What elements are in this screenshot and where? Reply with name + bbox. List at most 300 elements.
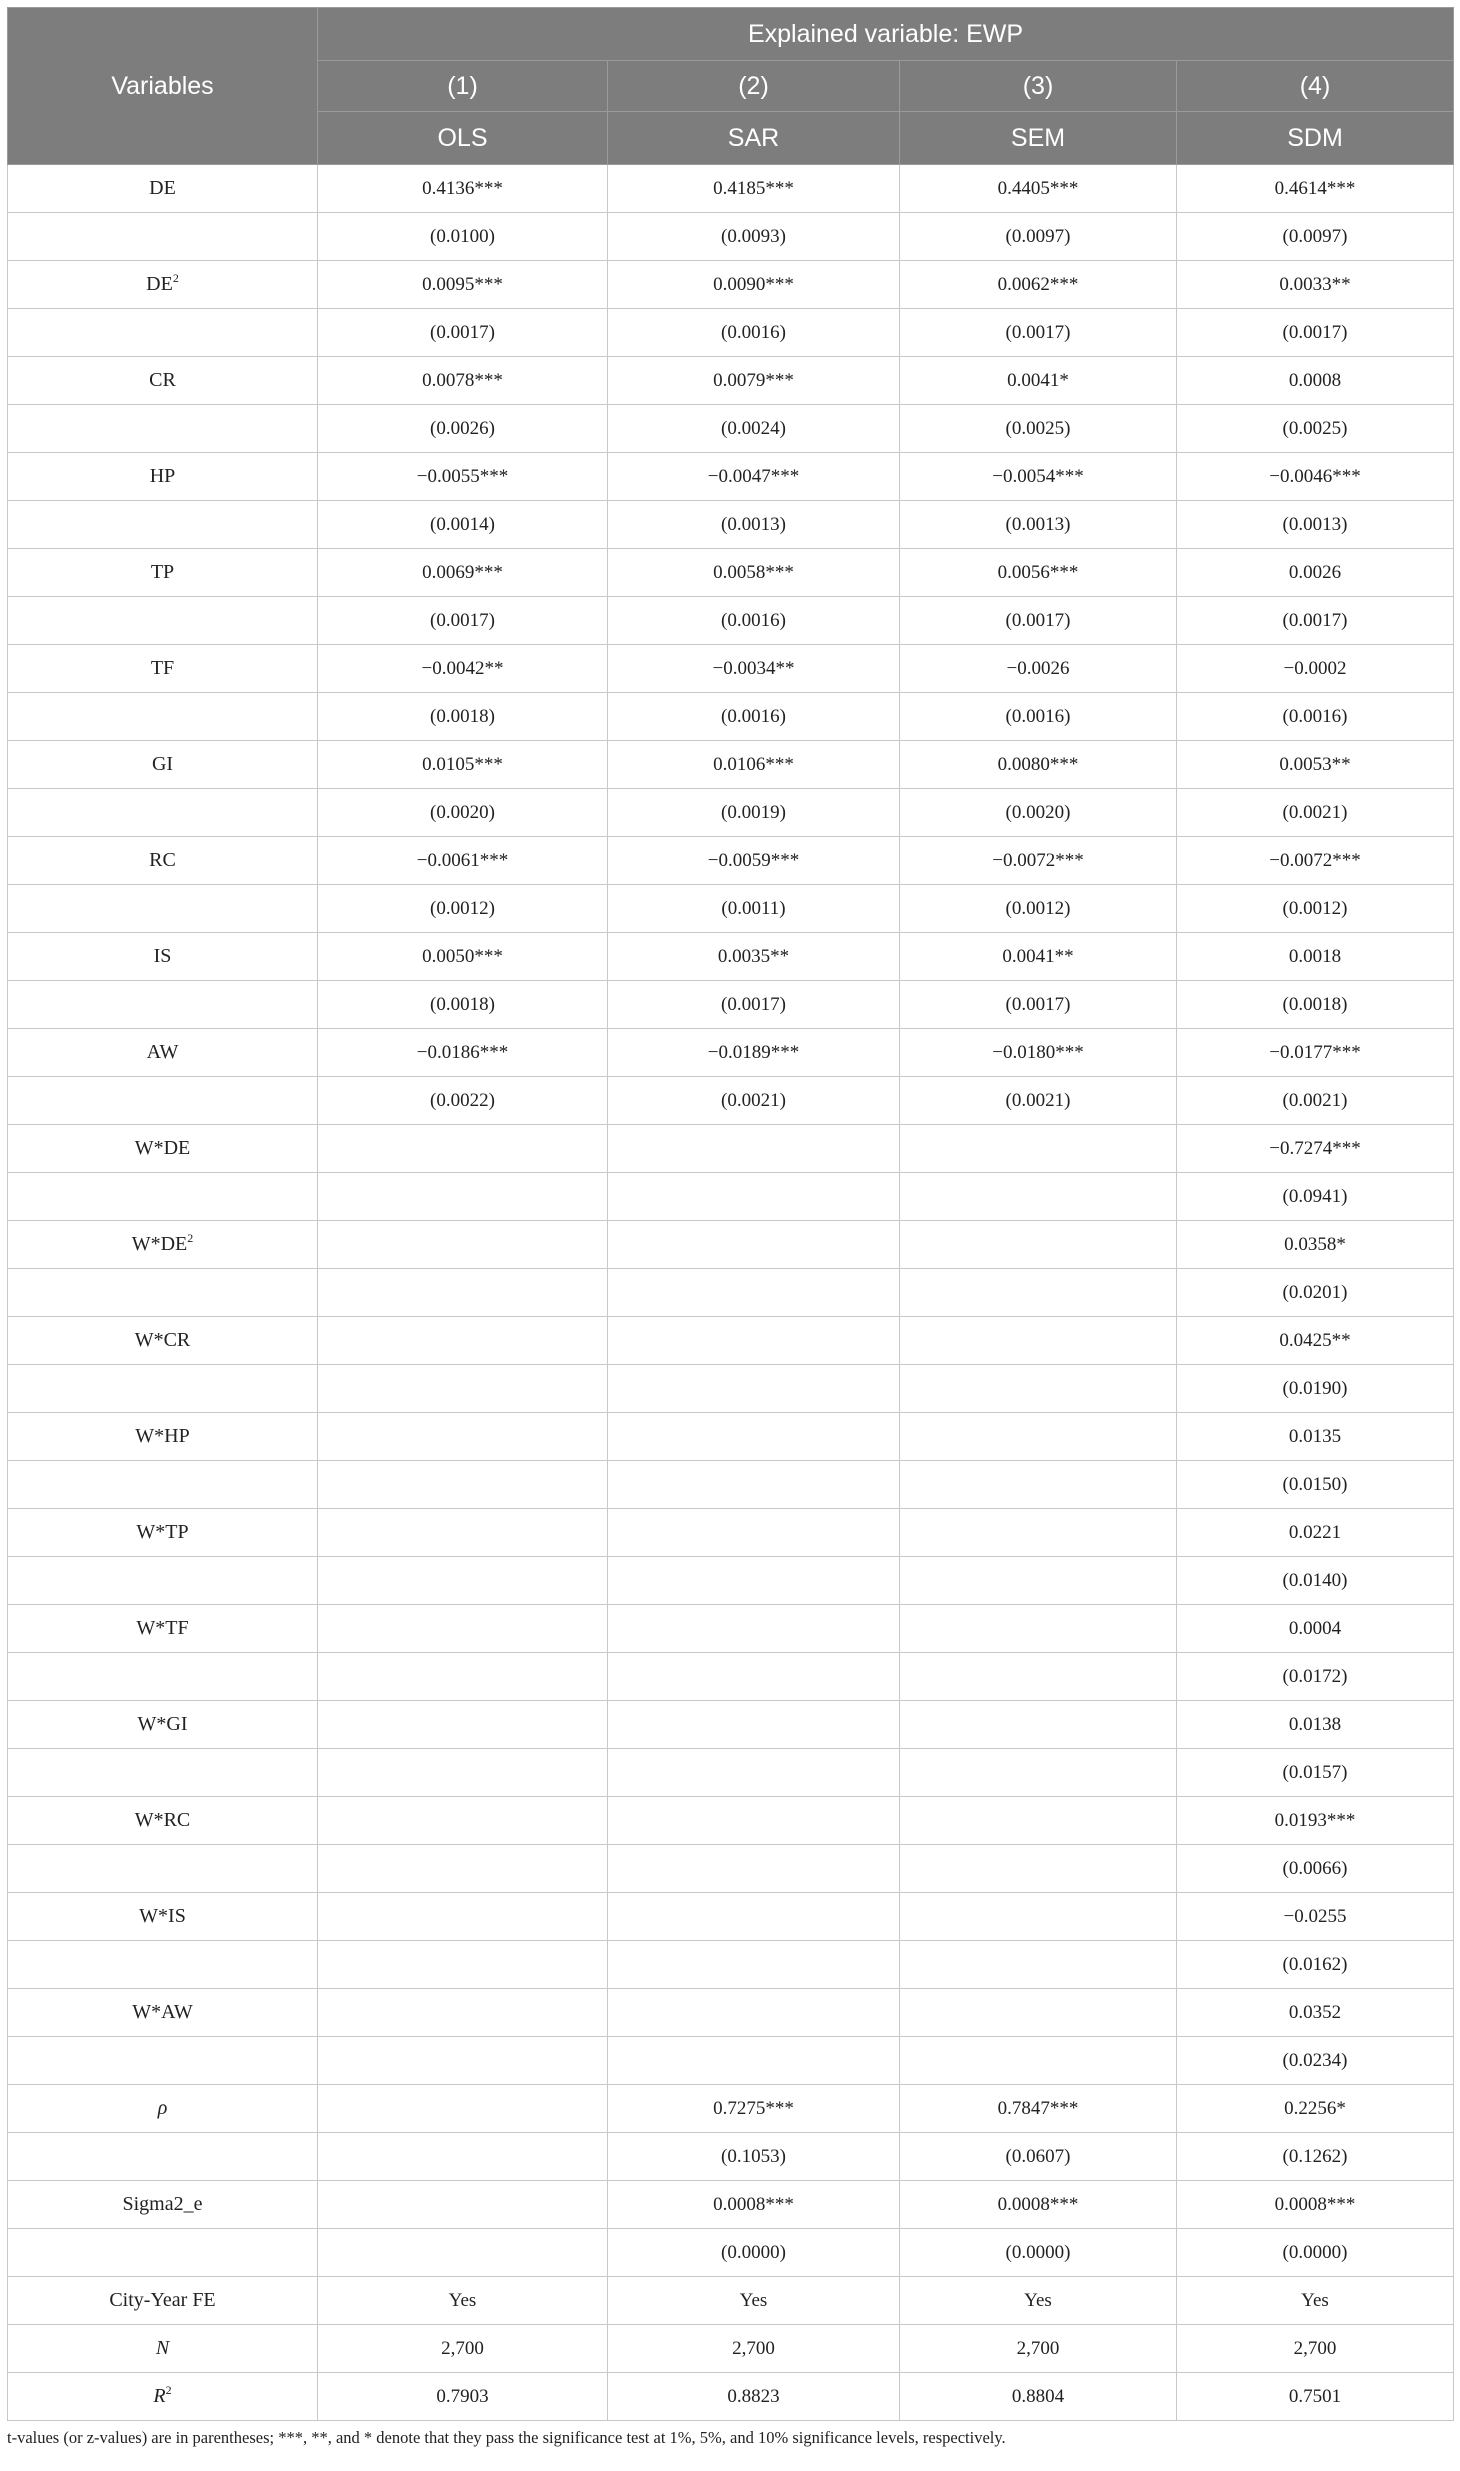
value-cell: 0.0056*** bbox=[900, 549, 1177, 597]
value-cell: (0.0941) bbox=[1177, 1173, 1454, 1221]
value-cell: −0.0072*** bbox=[1177, 837, 1454, 885]
table-row bbox=[8, 309, 1454, 357]
value-cell bbox=[318, 1317, 608, 1365]
table-row bbox=[8, 645, 1454, 693]
value-cell: Yes bbox=[900, 2277, 1177, 2325]
value-cell bbox=[900, 1509, 1177, 1557]
value-cell bbox=[608, 1269, 900, 1317]
column-number-header: (3) bbox=[900, 61, 1177, 112]
value-cell bbox=[900, 1605, 1177, 1653]
value-cell: 0.0080*** bbox=[900, 741, 1177, 789]
value-cell: 0.0425** bbox=[1177, 1317, 1454, 1365]
value-cell: 0.0008*** bbox=[608, 2181, 900, 2229]
variable-label-text: W*DE bbox=[131, 1233, 188, 1255]
variable-label-superscript: 2 bbox=[172, 271, 179, 285]
table-row bbox=[8, 1605, 1454, 1653]
variable-label bbox=[8, 1893, 318, 1941]
variable-label bbox=[8, 1221, 318, 1269]
variable-label bbox=[8, 2181, 318, 2229]
variable-label bbox=[8, 1029, 318, 1077]
value-cell: (0.0017) bbox=[318, 309, 608, 357]
regression-results-table bbox=[7, 7, 1454, 2421]
column-number-header: (1) bbox=[318, 61, 608, 112]
value-cell: 0.0352 bbox=[1177, 1989, 1454, 2037]
value-cell bbox=[318, 1941, 608, 1989]
table-row bbox=[8, 357, 1454, 405]
table-row bbox=[8, 1749, 1454, 1797]
table-row bbox=[8, 981, 1454, 1029]
value-cell: −0.0180*** bbox=[900, 1029, 1177, 1077]
value-cell: −0.0072*** bbox=[900, 837, 1177, 885]
value-cell bbox=[900, 1125, 1177, 1173]
value-cell: (0.0017) bbox=[900, 597, 1177, 645]
value-cell bbox=[900, 1413, 1177, 1461]
variable-label-text: RC bbox=[149, 849, 176, 871]
table-row bbox=[8, 1509, 1454, 1557]
value-cell bbox=[608, 1509, 900, 1557]
value-cell: (0.0013) bbox=[608, 501, 900, 549]
value-cell bbox=[608, 1413, 900, 1461]
table-row bbox=[8, 1461, 1454, 1509]
value-cell bbox=[318, 1845, 608, 1893]
value-cell: (0.0012) bbox=[900, 885, 1177, 933]
table-row bbox=[8, 213, 1454, 261]
variable-label-text: ρ bbox=[157, 2097, 168, 2119]
table-row bbox=[8, 405, 1454, 453]
value-cell bbox=[900, 1989, 1177, 2037]
value-cell: −0.0177*** bbox=[1177, 1029, 1454, 1077]
variable-label bbox=[8, 2325, 318, 2373]
value-cell: (0.0016) bbox=[900, 693, 1177, 741]
value-cell: 0.0078*** bbox=[318, 357, 608, 405]
table-row bbox=[8, 597, 1454, 645]
table-header bbox=[8, 8, 1454, 165]
variable-label bbox=[8, 1653, 318, 1701]
value-cell: (0.0016) bbox=[1177, 693, 1454, 741]
value-cell: (0.1053) bbox=[608, 2133, 900, 2181]
value-cell: −0.0255 bbox=[1177, 1893, 1454, 1941]
variable-label bbox=[8, 549, 318, 597]
value-cell: (0.0019) bbox=[608, 789, 900, 837]
variable-label bbox=[8, 1365, 318, 1413]
value-cell: 2,700 bbox=[900, 2325, 1177, 2373]
value-cell: 0.0193*** bbox=[1177, 1797, 1454, 1845]
value-cell: 0.0041* bbox=[900, 357, 1177, 405]
value-cell bbox=[318, 1653, 608, 1701]
value-cell: (0.0097) bbox=[900, 213, 1177, 261]
table-row bbox=[8, 165, 1454, 213]
variable-label bbox=[8, 213, 318, 261]
table-row bbox=[8, 1893, 1454, 1941]
column-number-header: (4) bbox=[1177, 61, 1454, 112]
value-cell bbox=[318, 1269, 608, 1317]
variable-label-text: W*HP bbox=[135, 1425, 190, 1447]
variable-label bbox=[8, 1557, 318, 1605]
value-cell bbox=[318, 1461, 608, 1509]
table-row bbox=[8, 885, 1454, 933]
value-cell: (0.0024) bbox=[608, 405, 900, 453]
value-cell bbox=[608, 1173, 900, 1221]
value-cell: 0.7275*** bbox=[608, 2085, 900, 2133]
value-cell bbox=[608, 1749, 900, 1797]
value-cell: 0.0221 bbox=[1177, 1509, 1454, 1557]
variable-label bbox=[8, 597, 318, 645]
value-cell bbox=[318, 1893, 608, 1941]
table-row bbox=[8, 2133, 1454, 2181]
value-cell bbox=[900, 1941, 1177, 1989]
value-cell bbox=[318, 1797, 608, 1845]
value-cell: (0.0093) bbox=[608, 213, 900, 261]
value-cell: (0.0025) bbox=[900, 405, 1177, 453]
table-row bbox=[8, 1653, 1454, 1701]
variable-label bbox=[8, 1941, 318, 1989]
value-cell: 0.8823 bbox=[608, 2373, 900, 2421]
value-cell bbox=[900, 2037, 1177, 2085]
value-cell: (0.0016) bbox=[608, 309, 900, 357]
value-cell: (0.1262) bbox=[1177, 2133, 1454, 2181]
value-cell: −0.0061*** bbox=[318, 837, 608, 885]
value-cell: (0.0162) bbox=[1177, 1941, 1454, 1989]
column-number-header: (2) bbox=[608, 61, 900, 112]
value-cell: (0.0607) bbox=[900, 2133, 1177, 2181]
variable-label bbox=[8, 1125, 318, 1173]
variable-label-text: W*DE bbox=[134, 1137, 191, 1159]
value-cell bbox=[900, 1749, 1177, 1797]
value-cell: −0.0042** bbox=[318, 645, 608, 693]
value-cell: (0.0017) bbox=[900, 981, 1177, 1029]
value-cell: (0.0013) bbox=[900, 501, 1177, 549]
value-cell bbox=[900, 1557, 1177, 1605]
value-cell bbox=[608, 1461, 900, 1509]
value-cell: 0.7501 bbox=[1177, 2373, 1454, 2421]
value-cell: (0.0020) bbox=[900, 789, 1177, 837]
value-cell bbox=[608, 1989, 900, 2037]
value-cell bbox=[608, 1845, 900, 1893]
table-row bbox=[8, 1221, 1454, 1269]
variable-label-text: CR bbox=[149, 369, 176, 391]
value-cell: 0.0033** bbox=[1177, 261, 1454, 309]
value-cell bbox=[318, 1173, 608, 1221]
table-row bbox=[8, 1941, 1454, 1989]
variable-label-superscript: 2 bbox=[165, 2383, 172, 2397]
value-cell: (0.0172) bbox=[1177, 1653, 1454, 1701]
table-row bbox=[8, 789, 1454, 837]
table-row bbox=[8, 741, 1454, 789]
value-cell: 0.0026 bbox=[1177, 549, 1454, 597]
value-cell: 0.0004 bbox=[1177, 1605, 1454, 1653]
variable-label bbox=[8, 981, 318, 1029]
variable-label bbox=[8, 1605, 318, 1653]
value-cell: (0.0012) bbox=[318, 885, 608, 933]
variable-label bbox=[8, 1317, 318, 1365]
variable-label bbox=[8, 1413, 318, 1461]
value-cell: (0.0012) bbox=[1177, 885, 1454, 933]
value-cell: 0.0095*** bbox=[318, 261, 608, 309]
value-cell: (0.0097) bbox=[1177, 213, 1454, 261]
value-cell bbox=[318, 1701, 608, 1749]
value-cell bbox=[608, 1365, 900, 1413]
value-cell: 0.0079*** bbox=[608, 357, 900, 405]
value-cell: 0.8804 bbox=[900, 2373, 1177, 2421]
value-cell: (0.0021) bbox=[1177, 1077, 1454, 1125]
value-cell: (0.0100) bbox=[318, 213, 608, 261]
variable-label bbox=[8, 1701, 318, 1749]
variable-label bbox=[8, 2133, 318, 2181]
value-cell: 0.0105*** bbox=[318, 741, 608, 789]
value-cell: 2,700 bbox=[318, 2325, 608, 2373]
model-name-header: SAR bbox=[608, 112, 900, 165]
variable-label bbox=[8, 309, 318, 357]
variable-label bbox=[8, 1509, 318, 1557]
table-row bbox=[8, 1269, 1454, 1317]
value-cell: 0.0069*** bbox=[318, 549, 608, 597]
value-cell bbox=[318, 1221, 608, 1269]
value-cell bbox=[608, 1653, 900, 1701]
table-row bbox=[8, 2277, 1454, 2325]
variable-label-text: W*IS bbox=[139, 1905, 186, 1927]
table-row bbox=[8, 2373, 1454, 2421]
value-cell bbox=[608, 1797, 900, 1845]
value-cell bbox=[608, 1941, 900, 1989]
table-row bbox=[8, 693, 1454, 741]
value-cell bbox=[608, 1557, 900, 1605]
variable-label bbox=[8, 261, 318, 309]
value-cell bbox=[318, 1509, 608, 1557]
table-row bbox=[8, 261, 1454, 309]
value-cell: (0.0017) bbox=[608, 981, 900, 1029]
value-cell: (0.0021) bbox=[1177, 789, 1454, 837]
value-cell bbox=[900, 1701, 1177, 1749]
value-cell bbox=[318, 2085, 608, 2133]
value-cell: 0.0358* bbox=[1177, 1221, 1454, 1269]
value-cell bbox=[608, 1605, 900, 1653]
value-cell: −0.0186*** bbox=[318, 1029, 608, 1077]
table-row bbox=[8, 2085, 1454, 2133]
value-cell bbox=[608, 1317, 900, 1365]
value-cell: −0.0059*** bbox=[608, 837, 900, 885]
value-cell: (0.0000) bbox=[900, 2229, 1177, 2277]
value-cell: 0.4185*** bbox=[608, 165, 900, 213]
value-cell bbox=[318, 2037, 608, 2085]
variable-label-text: GI bbox=[151, 753, 174, 775]
value-cell: (0.0017) bbox=[318, 597, 608, 645]
variable-label-text: R bbox=[153, 2385, 166, 2407]
value-cell: (0.0021) bbox=[608, 1077, 900, 1125]
table-row bbox=[8, 1077, 1454, 1125]
variable-label-text: W*RC bbox=[134, 1809, 191, 1831]
value-cell bbox=[608, 1221, 900, 1269]
value-cell: (0.0157) bbox=[1177, 1749, 1454, 1797]
variable-label bbox=[8, 885, 318, 933]
value-cell bbox=[900, 1653, 1177, 1701]
table-row bbox=[8, 1413, 1454, 1461]
value-cell: 0.4614*** bbox=[1177, 165, 1454, 213]
value-cell bbox=[318, 1557, 608, 1605]
table-row bbox=[8, 933, 1454, 981]
value-cell: 0.0035** bbox=[608, 933, 900, 981]
value-cell: (0.0066) bbox=[1177, 1845, 1454, 1893]
value-cell: 0.0008*** bbox=[1177, 2181, 1454, 2229]
variable-label bbox=[8, 2085, 318, 2133]
value-cell bbox=[318, 2133, 608, 2181]
value-cell bbox=[318, 1365, 608, 1413]
value-cell: (0.0234) bbox=[1177, 2037, 1454, 2085]
value-cell: (0.0000) bbox=[608, 2229, 900, 2277]
value-cell bbox=[900, 1269, 1177, 1317]
variable-label-text: W*TP bbox=[136, 1521, 189, 1543]
model-name-header: SDM bbox=[1177, 112, 1454, 165]
value-cell bbox=[318, 1989, 608, 2037]
value-cell: −0.0189*** bbox=[608, 1029, 900, 1077]
value-cell: −0.0034** bbox=[608, 645, 900, 693]
value-cell: 0.0062*** bbox=[900, 261, 1177, 309]
value-cell: 0.0050*** bbox=[318, 933, 608, 981]
table-row bbox=[8, 1125, 1454, 1173]
value-cell: Yes bbox=[608, 2277, 900, 2325]
variable-label-text: W*TF bbox=[136, 1617, 189, 1639]
value-cell: (0.0011) bbox=[608, 885, 900, 933]
value-cell: (0.0013) bbox=[1177, 501, 1454, 549]
value-cell bbox=[900, 1797, 1177, 1845]
value-cell: 0.0018 bbox=[1177, 933, 1454, 981]
variable-label bbox=[8, 1173, 318, 1221]
variable-label-text: DE bbox=[146, 273, 173, 295]
value-cell: (0.0022) bbox=[318, 1077, 608, 1125]
value-cell: (0.0014) bbox=[318, 501, 608, 549]
value-cell bbox=[318, 2181, 608, 2229]
value-cell bbox=[900, 1221, 1177, 1269]
variable-label bbox=[8, 1845, 318, 1893]
value-cell: (0.0018) bbox=[1177, 981, 1454, 1029]
value-cell: 0.0106*** bbox=[608, 741, 900, 789]
value-cell: (0.0017) bbox=[900, 309, 1177, 357]
table-row bbox=[8, 501, 1454, 549]
regression-table-container bbox=[7, 7, 1453, 2421]
value-cell bbox=[900, 1845, 1177, 1893]
value-cell: 0.0135 bbox=[1177, 1413, 1454, 1461]
value-cell: 0.7903 bbox=[318, 2373, 608, 2421]
table-row bbox=[8, 1317, 1454, 1365]
value-cell: 0.4405*** bbox=[900, 165, 1177, 213]
value-cell: (0.0017) bbox=[1177, 309, 1454, 357]
table-row bbox=[8, 1701, 1454, 1749]
table-footnote: t-values (or z-values) are in parentheses; ***, **, and * denote that they pass the significance test at 1%, 5%, and 10% significance levels, respectively. bbox=[7, 2428, 1006, 2447]
value-cell bbox=[900, 1893, 1177, 1941]
value-cell: (0.0018) bbox=[318, 981, 608, 1029]
table-body bbox=[8, 165, 1454, 2421]
model-name-header: SEM bbox=[900, 112, 1177, 165]
variable-label-text: W*AW bbox=[132, 2001, 193, 2023]
value-cell bbox=[608, 1125, 900, 1173]
value-cell: 0.4136*** bbox=[318, 165, 608, 213]
variable-label-text: DE bbox=[149, 177, 176, 199]
value-cell: 0.0090*** bbox=[608, 261, 900, 309]
value-cell: 0.2256* bbox=[1177, 2085, 1454, 2133]
value-cell: (0.0201) bbox=[1177, 1269, 1454, 1317]
value-cell: (0.0021) bbox=[900, 1077, 1177, 1125]
value-cell: (0.0025) bbox=[1177, 405, 1454, 453]
variable-label-text: N bbox=[155, 2337, 170, 2359]
value-cell: −0.0054*** bbox=[900, 453, 1177, 501]
variable-label bbox=[8, 357, 318, 405]
table-row bbox=[8, 1029, 1454, 1077]
model-name-header: OLS bbox=[318, 112, 608, 165]
value-cell: 0.0138 bbox=[1177, 1701, 1454, 1749]
value-cell: 0.7847*** bbox=[900, 2085, 1177, 2133]
value-cell: (0.0140) bbox=[1177, 1557, 1454, 1605]
value-cell: (0.0020) bbox=[318, 789, 608, 837]
variable-label-text: Sigma2_e bbox=[122, 2193, 203, 2215]
variable-label bbox=[8, 2373, 318, 2421]
table-row bbox=[8, 2181, 1454, 2229]
value-cell bbox=[318, 1749, 608, 1797]
value-cell: −0.0047*** bbox=[608, 453, 900, 501]
value-cell bbox=[900, 1317, 1177, 1365]
variable-label-text: City-Year FE bbox=[109, 2289, 216, 2311]
variable-label bbox=[8, 1269, 318, 1317]
variable-label bbox=[8, 1797, 318, 1845]
variable-label-text: TF bbox=[150, 657, 175, 679]
variable-label bbox=[8, 405, 318, 453]
value-cell: (0.0016) bbox=[608, 597, 900, 645]
table-row bbox=[8, 2325, 1454, 2373]
value-cell: 0.0041** bbox=[900, 933, 1177, 981]
variable-label bbox=[8, 1749, 318, 1797]
value-cell: (0.0000) bbox=[1177, 2229, 1454, 2277]
variable-label bbox=[8, 165, 318, 213]
variable-label-text: IS bbox=[153, 945, 172, 967]
value-cell: −0.0026 bbox=[900, 645, 1177, 693]
value-cell: Yes bbox=[318, 2277, 608, 2325]
value-cell: 2,700 bbox=[1177, 2325, 1454, 2373]
variable-label-text: W*CR bbox=[134, 1329, 191, 1351]
value-cell: −0.7274*** bbox=[1177, 1125, 1454, 1173]
value-cell bbox=[608, 2037, 900, 2085]
value-cell: (0.0016) bbox=[608, 693, 900, 741]
variable-label bbox=[8, 453, 318, 501]
value-cell bbox=[318, 1413, 608, 1461]
value-cell: 2,700 bbox=[608, 2325, 900, 2373]
variable-label-text: AW bbox=[146, 1041, 179, 1063]
variable-label bbox=[8, 693, 318, 741]
value-cell bbox=[318, 1605, 608, 1653]
value-cell: (0.0018) bbox=[318, 693, 608, 741]
table-row bbox=[8, 549, 1454, 597]
variable-label bbox=[8, 645, 318, 693]
value-cell: −0.0002 bbox=[1177, 645, 1454, 693]
table-row bbox=[8, 1797, 1454, 1845]
value-cell bbox=[900, 1461, 1177, 1509]
variable-label bbox=[8, 1989, 318, 2037]
variable-label-superscript: 2 bbox=[187, 1231, 194, 1245]
table-row bbox=[8, 1557, 1454, 1605]
value-cell bbox=[900, 1173, 1177, 1221]
table-row bbox=[8, 2229, 1454, 2277]
variable-label bbox=[8, 2037, 318, 2085]
value-cell: −0.0046*** bbox=[1177, 453, 1454, 501]
value-cell bbox=[608, 1893, 900, 1941]
variable-label bbox=[8, 837, 318, 885]
value-cell: (0.0026) bbox=[318, 405, 608, 453]
table-row bbox=[8, 1365, 1454, 1413]
table-row bbox=[8, 2037, 1454, 2085]
variable-label bbox=[8, 789, 318, 837]
value-cell bbox=[900, 1365, 1177, 1413]
table-row bbox=[8, 1845, 1454, 1893]
value-cell: (0.0190) bbox=[1177, 1365, 1454, 1413]
value-cell: 0.0008*** bbox=[900, 2181, 1177, 2229]
value-cell: (0.0150) bbox=[1177, 1461, 1454, 1509]
